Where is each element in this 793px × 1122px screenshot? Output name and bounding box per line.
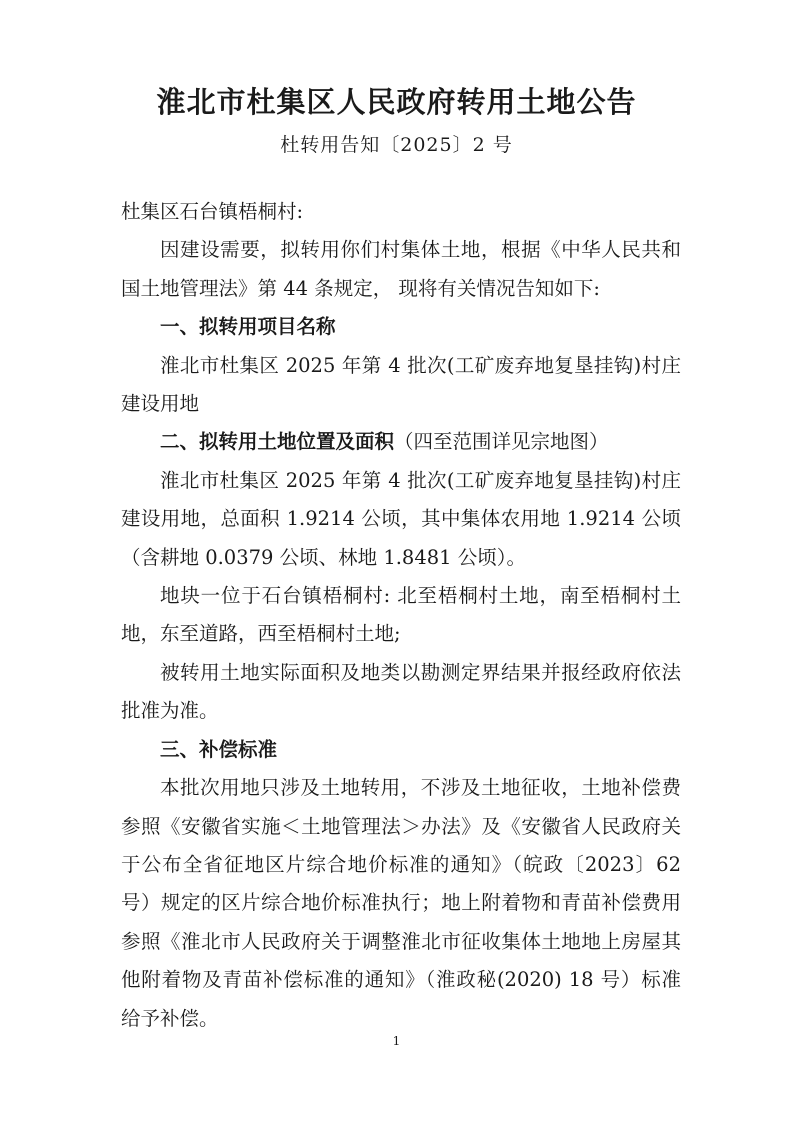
section-2-text-boundaries: 地块一位于石台镇梧桐村: 北至梧桐村土地，南至梧桐村土地，东至道路，西至梧桐村土地; [121,584,681,646]
document-title: 淮北市杜集区人民政府转用土地公告 [156,85,637,119]
document-body [121,193,681,1038]
section-1-heading: 一、拟转用项目名称 [160,315,336,339]
salutation: 杜集区石台镇梧桐村: [121,200,304,223]
section-3-heading: 三、补偿标准 [160,737,278,761]
section-2-heading-note: （四至范围详见宗地图） [394,430,609,454]
section-2-text-area: 淮北市杜集区 2025 年第 4 批次(工矿废弃地复垦挂钩)村庄建设用地，总面积 1.9214 公顷，其中集体农用地 1.9214 公顷（含耕地 0.0379 公顷、林地 1.8481 公顷）。 [121,468,681,569]
section-3-text: 本批次用地只涉及土地转用，不涉及土地征收，土地补偿费参照《安徽省实施＜土地管理法＞办法》及《安徽省人民政府关于公布全省征地区片综合地价标准的通知》（皖政〔2023〕62 号）规定的区片综合地价标准执行；地上附着物和青苗补偿费用参照《淮北市人民政府关于调整淮北市征收集体土地地上房屋其他附着物及青苗补偿标准的通知》（淮政秘(2020) 18 号）标准给予补偿。 [121,776,681,1030]
section-2-text-approval: 被转用土地实际面积及地类以勘测定界结果并报经政府依法批准为准。 [121,660,681,723]
section-2-heading [121,423,681,461]
section-1-text: 淮北市杜集区 2025 年第 4 批次(工矿废弃地复垦挂钩)村庄建设用地 [121,353,681,416]
page-number: 1 [392,1034,401,1048]
document-number: 杜转用告知〔2025〕2 号 [280,134,513,156]
section-2-heading-text: 二、拟转用土地位置及面积 [160,430,395,454]
intro-paragraph: 因建设需要，拟转用你们村集体土地，根据《中华人民共和国土地管理法》第 44 条规定， 现将有关情况告知如下: [121,238,681,300]
